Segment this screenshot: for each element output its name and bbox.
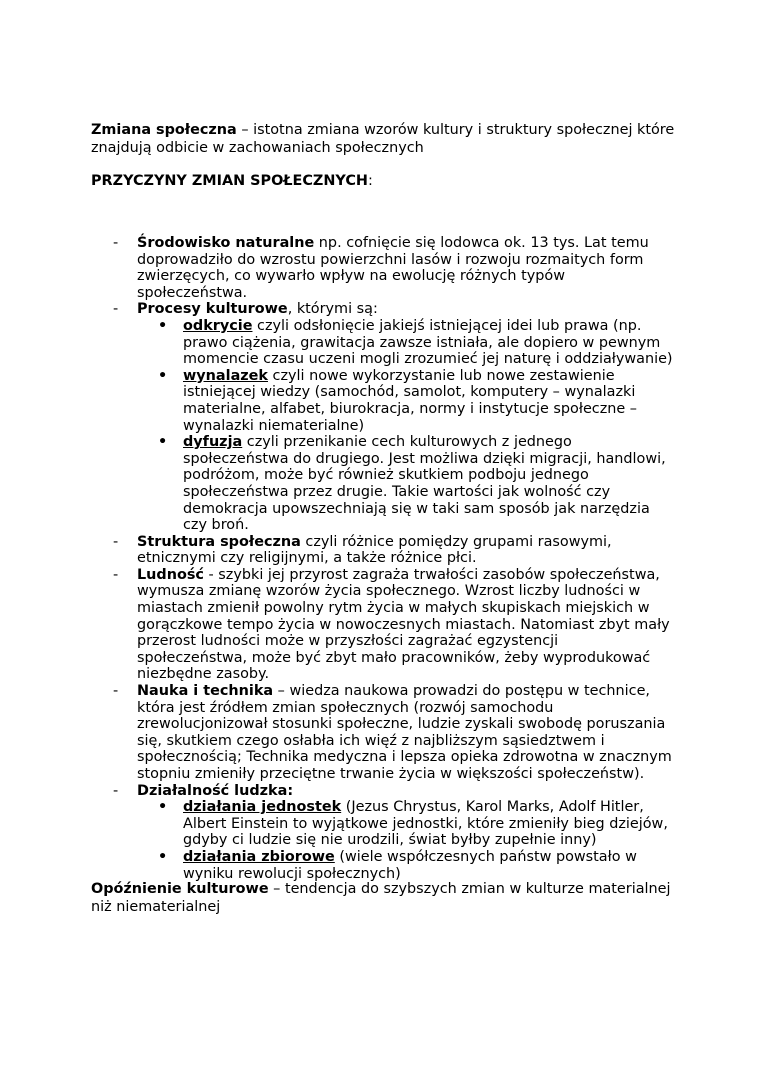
population-text: - szybki jej przyrost zagraża trwałości zasobów społeczeństwa, wymusza zmianę wzorów życia społecznego. Wzrost liczby ludności w miastach zmienił powolny rytm życia w małych skupiskach miejskich w gorączkowe tempo życia w nowoczesnych miastach. Natomiast zbyt mały przerost ludności może w przyszłości zagrażać egzystencji społeczeństwa, może być zbyt mało pracowników, żeby wyprodukować niezbędne zasoby.	[137, 566, 670, 683]
list-item-population	[113, 566, 672, 683]
term-social-structure: Struktura społeczna	[137, 533, 301, 550]
sub-item-collective-actions	[158, 848, 673, 882]
dash-marker: -	[113, 235, 119, 251]
dash-marker: -	[113, 301, 119, 318]
term-diffusion: dyfuzja	[183, 434, 243, 451]
list-item-human-activity	[113, 782, 672, 800]
term-social-change: Zmiana społeczna	[91, 122, 237, 138]
definition-social-change	[91, 121, 691, 157]
sub-item-diffusion	[158, 434, 673, 534]
term-environment: Środowisko naturalne	[137, 235, 315, 251]
environment-text: np. cofnięcie się lodowca ok. 13 tys. Lat temu doprowadziło do wzrostu powierzchni lasów i rozwoju rozmaitych form zwierzęcych, co wywarło wpływ na ewolucję różnych typów społeczeństwa.	[137, 235, 649, 301]
causes-list	[0, 235, 760, 882]
bullet-marker: •	[158, 367, 168, 384]
definition-cultural-lag	[91, 880, 691, 916]
bullet-marker: •	[158, 434, 168, 451]
term-discovery: odkrycie	[183, 317, 253, 334]
bullet-marker: •	[158, 848, 168, 865]
list-item-cultural-processes	[113, 301, 672, 318]
causes-heading-title: PRZYCZYNY ZMIAN SPOŁECZNYCH	[91, 173, 368, 189]
list-item-social-structure	[113, 533, 672, 567]
term-population: Ludność	[137, 566, 204, 583]
individual-actions-text: (Jezus Chrystus, Karol Marks, Adolf Hitler, Albert Einstein to wyjątkowe jednostki, które zmieniły bieg dziejów, gdyby ci ludzie się nie urodzili, świat byłby zupełnie inny)	[183, 799, 668, 849]
list-item-environment	[113, 235, 672, 301]
term-cultural-processes: Procesy kulturowe	[137, 301, 288, 318]
term-science: Nauka i technika	[137, 683, 274, 700]
term-cultural-lag: Opóźnienie kulturowe	[91, 881, 269, 897]
term-individual-actions: działania jednostek	[183, 799, 342, 816]
term-invention: wynalazek	[183, 367, 268, 384]
diffusion-text: czyli przenikanie cech kulturowych z jednego społeczeństwa do drugiego. Jest możliwa dzięki migracji, handlowi, podróżom, może być również skutkiem podboju jednego społeczeństwa przez drugie. Takie wartości jak wolność czy demokracja upowszechniają się w taki sam sposób jak narzędzia czy broń.	[183, 434, 666, 534]
dash-marker: -	[113, 683, 119, 700]
cultural-processes-text: , którymi są:	[287, 301, 378, 318]
cultural-lag-text: – tendencja do szybszych zmian w kulturze materialnej niż niematerialnej	[91, 881, 671, 915]
dash-marker: -	[113, 566, 119, 583]
dash-marker: -	[113, 782, 119, 799]
bullet-marker: •	[158, 317, 168, 334]
science-text: – wiedza naukowa prowadzi do postępu w technice, która jest źródłem zmian społecznych (rozwój samochodu zrewolucjonizował stosunki społeczne, ludzie zyskali swobodę poruszania się, skutkiem czego osłabła ich więź z najbliższym sąsiedztwem i społecznością; Technika medyczna i lepsza opieka zdrowotna w znacznym stopniu zmieniły przeciętne trwanie życia w większości społeczeństw).	[137, 683, 672, 782]
definition-text: – istotna zmiana wzorów kultury i struktury społecznej które znajdują odbicie w zachowaniach społecznych	[91, 122, 675, 156]
collective-actions-text: (wiele współczesnych państw powstało w wyniku rewolucji społecznych)	[183, 848, 637, 882]
sub-item-invention	[158, 367, 673, 434]
dash-marker: -	[113, 533, 119, 550]
causes-heading	[91, 172, 691, 190]
sub-item-discovery	[158, 317, 673, 368]
social-structure-text: czyli różnice pomiędzy grupami rasowymi, etnicznymi czy religijnymi, a także różnice płci.	[137, 533, 612, 567]
term-collective-actions: działania zbiorowe	[183, 848, 335, 865]
invention-text: czyli nowe wykorzystanie lub nowe zestawienie istniejącej wiedzy (samochód, samolot, komputery – wynalazki materialne, alfabet, biurokracja, normy i instytucje społeczne – wynalazki niematerialne)	[183, 367, 638, 434]
bullet-marker: •	[158, 799, 168, 816]
list-item-science	[113, 683, 672, 783]
term-human-activity: Działalność ludzka:	[137, 782, 294, 799]
discovery-text: czyli odsłonięcie jakiejś istniejącej idei lub prawa (np. prawo ciążenia, grawitacja zawsze istniała, ale dopiero w pewnym momencie czasu uczeni mogli zrozumieć jej naturę i oddziaływanie)	[183, 317, 673, 368]
causes-heading-colon: :	[367, 173, 373, 189]
sub-item-individual-actions	[158, 799, 673, 849]
